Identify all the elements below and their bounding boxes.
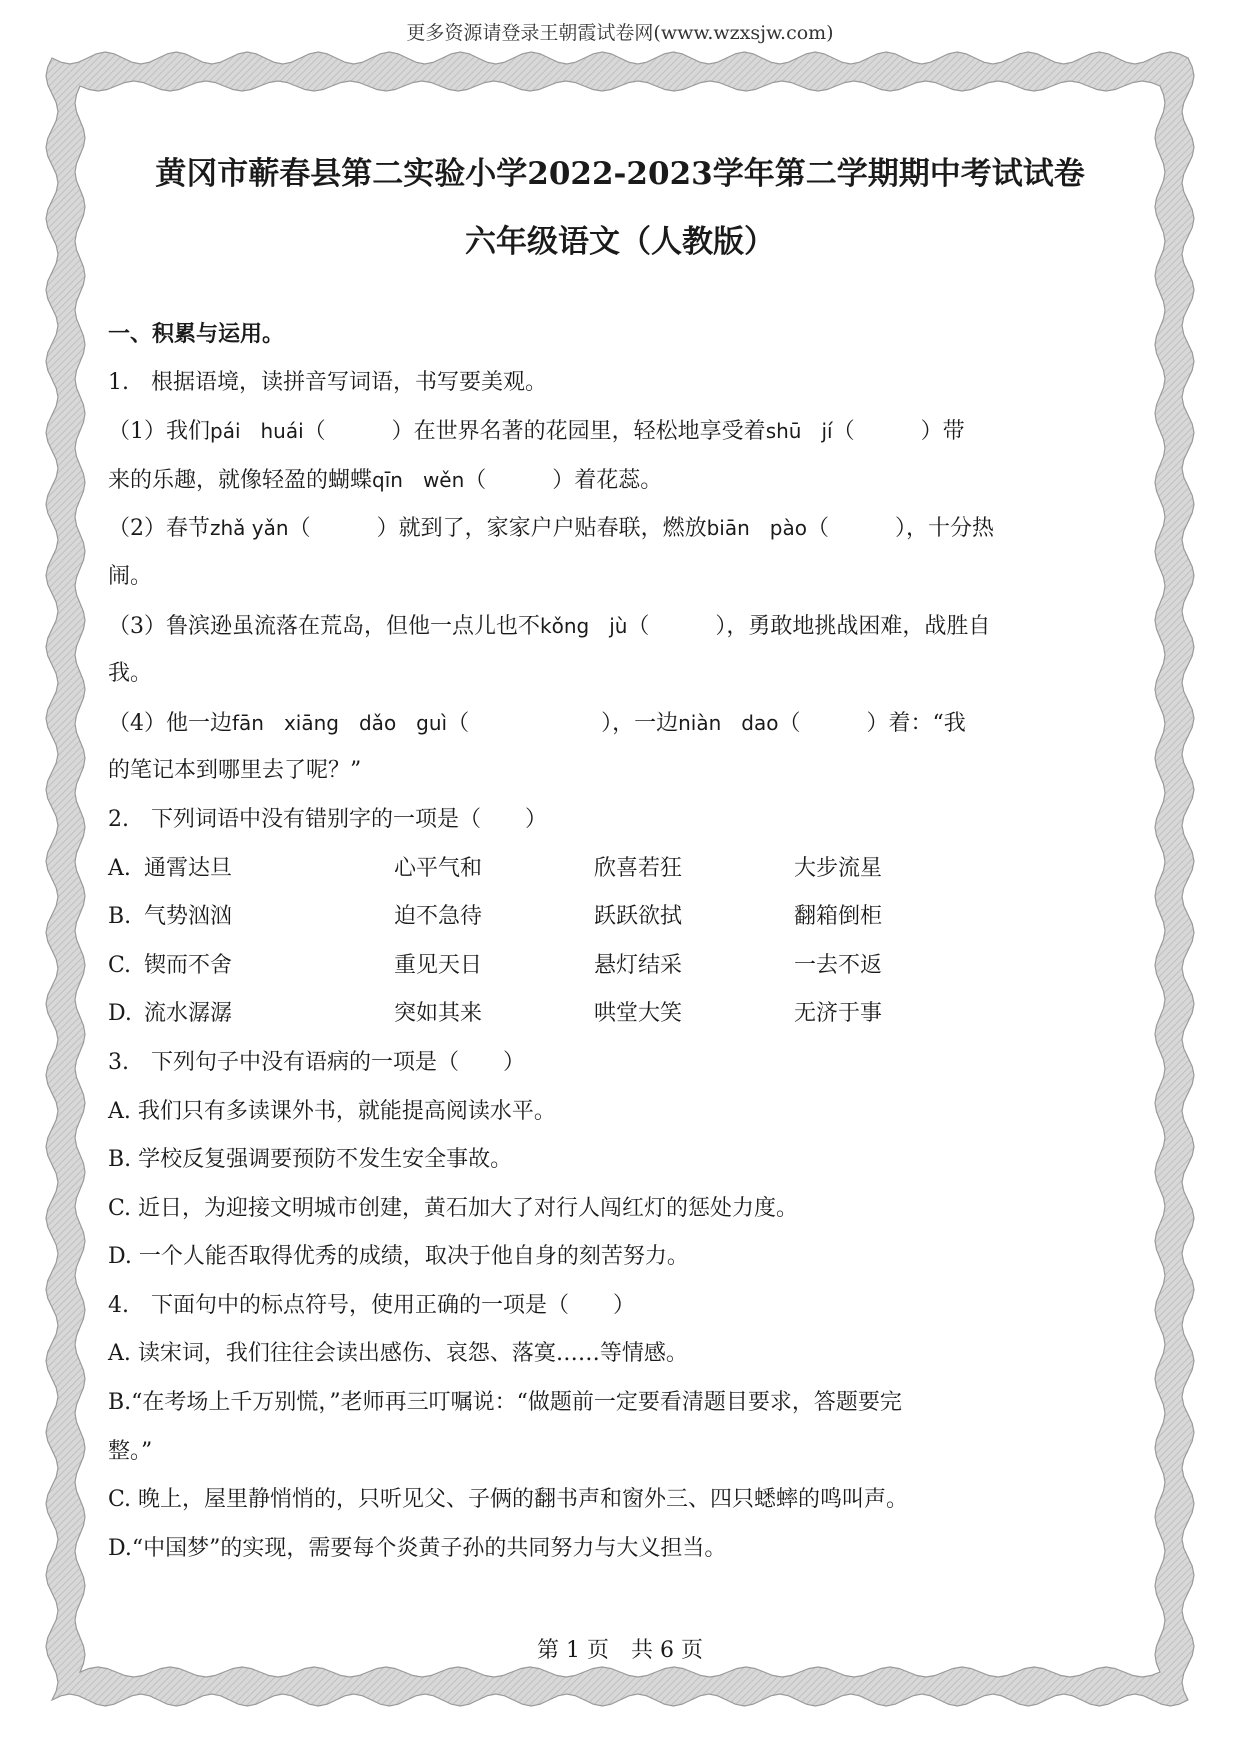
text: （2）春节: [108, 516, 210, 542]
question-3-option-b[interactable]: B. 学校反复强调要预防不发生安全事故。: [108, 1147, 513, 1173]
answer-blank[interactable]: （ ），勇敢地挑战困难，战胜自: [627, 613, 991, 639]
option-word: 重见天日: [394, 952, 483, 978]
answer-blank[interactable]: （ ）就到了，家家户户贴春联，燃放: [288, 516, 707, 542]
question-1-part-4-line-2: 的笔记本到哪里去了呢？”: [108, 758, 362, 784]
question-1-part-3-line-2: 我。: [108, 661, 153, 687]
pinyin: qīn wěn: [372, 467, 465, 492]
option-label: C.: [108, 952, 132, 978]
option-word: 锲而不舍: [144, 952, 233, 978]
option-label: B.: [108, 904, 132, 930]
answer-blank[interactable]: （ ）在世界名著的花园里，轻松地享受着: [303, 419, 766, 445]
question-2-stem: 2. 下列词语中没有错别字的一项是（ ）: [108, 806, 547, 832]
text: （4）他一边: [108, 710, 232, 736]
exam-content: [108, 310, 1132, 1573]
option-label: D.: [108, 1001, 132, 1027]
answer-blank[interactable]: （ ），十分热: [806, 516, 994, 542]
question-2-option-c[interactable]: [108, 942, 1132, 991]
pinyin: shū jí: [765, 419, 833, 444]
pinyin: kǒng jù: [540, 613, 628, 638]
option-word: 一去不返: [794, 952, 883, 978]
option-word: 悬灯结采: [594, 952, 683, 978]
answer-blank[interactable]: （ ）着：“我: [778, 710, 966, 736]
section-heading: 一、积累与运用。: [108, 321, 285, 347]
text: （1）我们: [108, 419, 210, 445]
answer-blank[interactable]: （ ）着花蕊。: [464, 467, 663, 493]
question-1-part-1-line-1: [108, 407, 1132, 456]
option-word: 流水潺潺: [144, 1001, 233, 1027]
question-3-option-d[interactable]: D. 一个人能否取得优秀的成绩，取决于他自身的刻苦努力。: [108, 1244, 689, 1270]
question-1-part-4-line-1: [108, 699, 1132, 748]
answer-blank[interactable]: （ ）带: [832, 419, 965, 445]
question-1-part-2-line-1: [108, 504, 1132, 553]
question-1-part-2-line-2: 闹。: [108, 563, 153, 589]
question-3-option-a[interactable]: A. 我们只有多读课外书，就能提高阅读水平。: [108, 1098, 556, 1124]
exam-subtitle: 六年级语文（人教版）: [465, 224, 775, 260]
text: 来的乐趣，就像轻盈的蝴蝶: [108, 467, 373, 493]
text: （3）鲁滨逊虽流落在荒岛，但他一点儿也不: [108, 613, 540, 639]
option-word: 心平气和: [394, 855, 483, 881]
answer-blank[interactable]: （ ），一边: [447, 710, 679, 736]
option-word: 通霄达旦: [144, 855, 233, 881]
question-1-stem: 1. 根据语境，读拼音写词语，书写要美观。: [108, 369, 547, 395]
question-4-option-b-continued: 整。”: [108, 1438, 153, 1464]
option-word: 跃跃欲拭: [594, 904, 683, 930]
pinyin: niàn dao: [678, 710, 779, 735]
question-2-option-d[interactable]: [108, 990, 1132, 1039]
exam-title: 黄冈市蕲春县第二实验小学2022-2023学年第二学期期中考试试卷: [155, 156, 1085, 192]
option-word: 迫不急待: [394, 904, 483, 930]
question-4-option-d[interactable]: D.“中国梦”的实现，需要每个炎黄子孙的共同努力与大义担当。: [108, 1535, 727, 1561]
pinyin: pái huái: [210, 419, 304, 444]
option-word: 欣喜若狂: [594, 855, 683, 881]
option-word: 哄堂大笑: [594, 1001, 683, 1027]
option-word: 突如其来: [394, 1001, 483, 1027]
header-watermark-note: 更多资源请登录王朝霞试卷网(www.wzxsjw.com): [406, 22, 834, 44]
question-2-option-a[interactable]: [108, 845, 1132, 894]
question-1-part-3-line-1: [108, 602, 1132, 651]
question-3-option-c[interactable]: C. 近日，为迎接文明城市创建，黄石加大了对行人闯红灯的惩处力度。: [108, 1195, 799, 1221]
option-word: 大步流星: [794, 855, 883, 881]
pinyin: fān xiāng dǎo guì: [232, 710, 448, 735]
question-1-part-1-line-2: [108, 456, 1132, 505]
question-2-option-b[interactable]: [108, 893, 1132, 942]
option-word: 翻箱倒柜: [794, 904, 883, 930]
page-number: 第 1 页 共 6 页: [537, 1638, 703, 1663]
question-4-option-c[interactable]: C. 晚上，屋里静悄悄的，只听见父、子俩的翻书声和窗外三、四只蟋蟀的鸣叫声。: [108, 1487, 909, 1513]
question-3-stem: 3. 下列句子中没有语病的一项是（ ）: [108, 1049, 525, 1075]
pinyin: zhǎ yǎn: [210, 516, 289, 541]
pinyin: biān pào: [706, 516, 807, 541]
option-label: A.: [108, 855, 131, 881]
option-word: 气势汹汹: [144, 904, 233, 930]
option-word: 无济于事: [794, 1001, 883, 1027]
question-4-stem: 4. 下面句中的标点符号，使用正确的一项是（ ）: [108, 1292, 635, 1318]
question-4-option-b[interactable]: B.“在考场上千万别慌，”老师再三叮嘱说：“做题前一定要看清题目要求，答题要完: [108, 1390, 902, 1416]
question-4-option-a[interactable]: A. 读宋词，我们往往会读出感伤、哀怨、落寞……等情感。: [108, 1341, 688, 1367]
